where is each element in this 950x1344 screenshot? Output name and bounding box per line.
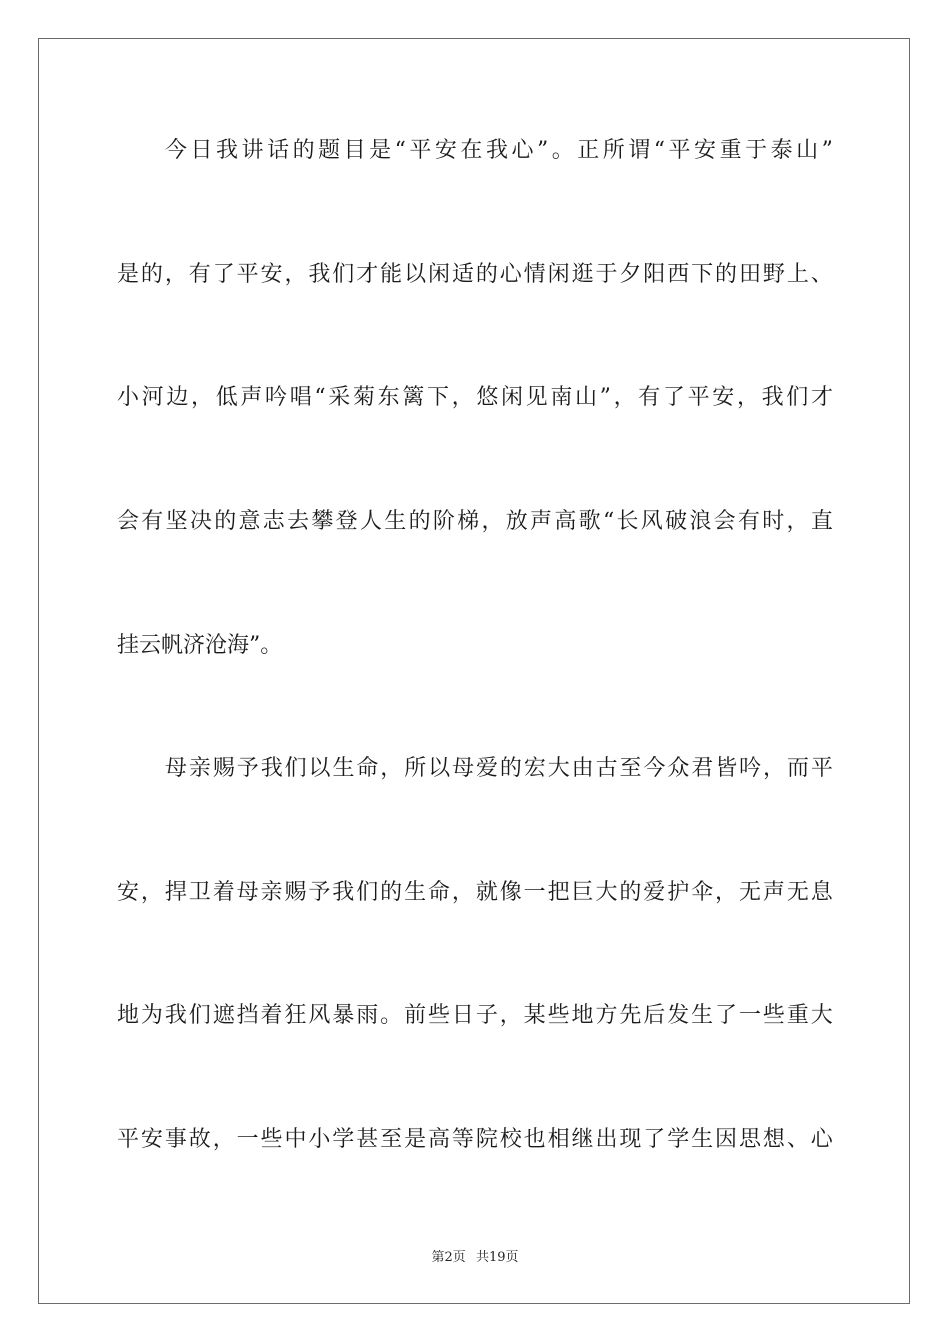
total-pages: 共19页	[475, 1250, 519, 1265]
text-line: 安 ， 捍 卫 着 母 亲 赐 予 我 们 的 生 命 ， 就 像 一 把 巨 大 的 爱 护 伞 ， 无 声 无 息	[117, 880, 833, 905]
text-line: 会 有 坚 决 的 意 志 去 攀 登 人 生 的 阶 梯 ， 放 声 高 歌 “ 长 风 破 浪 会 有 时 ， 直	[117, 509, 833, 534]
page-border	[38, 38, 910, 1304]
text-line: 挂云帆济沧海”。	[117, 633, 283, 658]
text-line: 地 为 我 们 遮 挡 着 狂 风 暴 雨 。 前 些 日 子 ， 某 些 地 方 先 后 发 生 了 一 些 重 大	[117, 1003, 833, 1028]
text-line: 小 河 边 ， 低 声 吟 唱 “ 采 菊 东 篱 下 ， 悠 闲 见 南 山 ” ， 有 了 平 安 ， 我 们 才	[117, 385, 833, 410]
page-number: 第2页	[431, 1250, 466, 1265]
page-footer	[0, 1246, 950, 1265]
text-line: 是 的 ， 有 了 平 安 ， 我 们 才 能 以 闲 适 的 心 情 闲 逛 于 夕 阳 西 下 的 田 野 上 、	[117, 262, 833, 287]
text-line: 母 亲 赐 予 我 们 以 生 命 ， 所 以 母 爱 的 宏 大 由 古 至 今 众 君 皆 吟 ， 而 平	[165, 756, 833, 781]
text-line: 今 日 我 讲 话 的 题 目 是 “ 平 安 在 我 心 ” 。 正 所 谓 “ 平 安 重 于 泰 山 ”	[165, 138, 833, 163]
text-line: 平 安 事 故 ， 一 些 中 小 学 甚 至 是 高 等 院 校 也 相 继 出 现 了 学 生 因 思 想 、 心	[117, 1127, 833, 1152]
